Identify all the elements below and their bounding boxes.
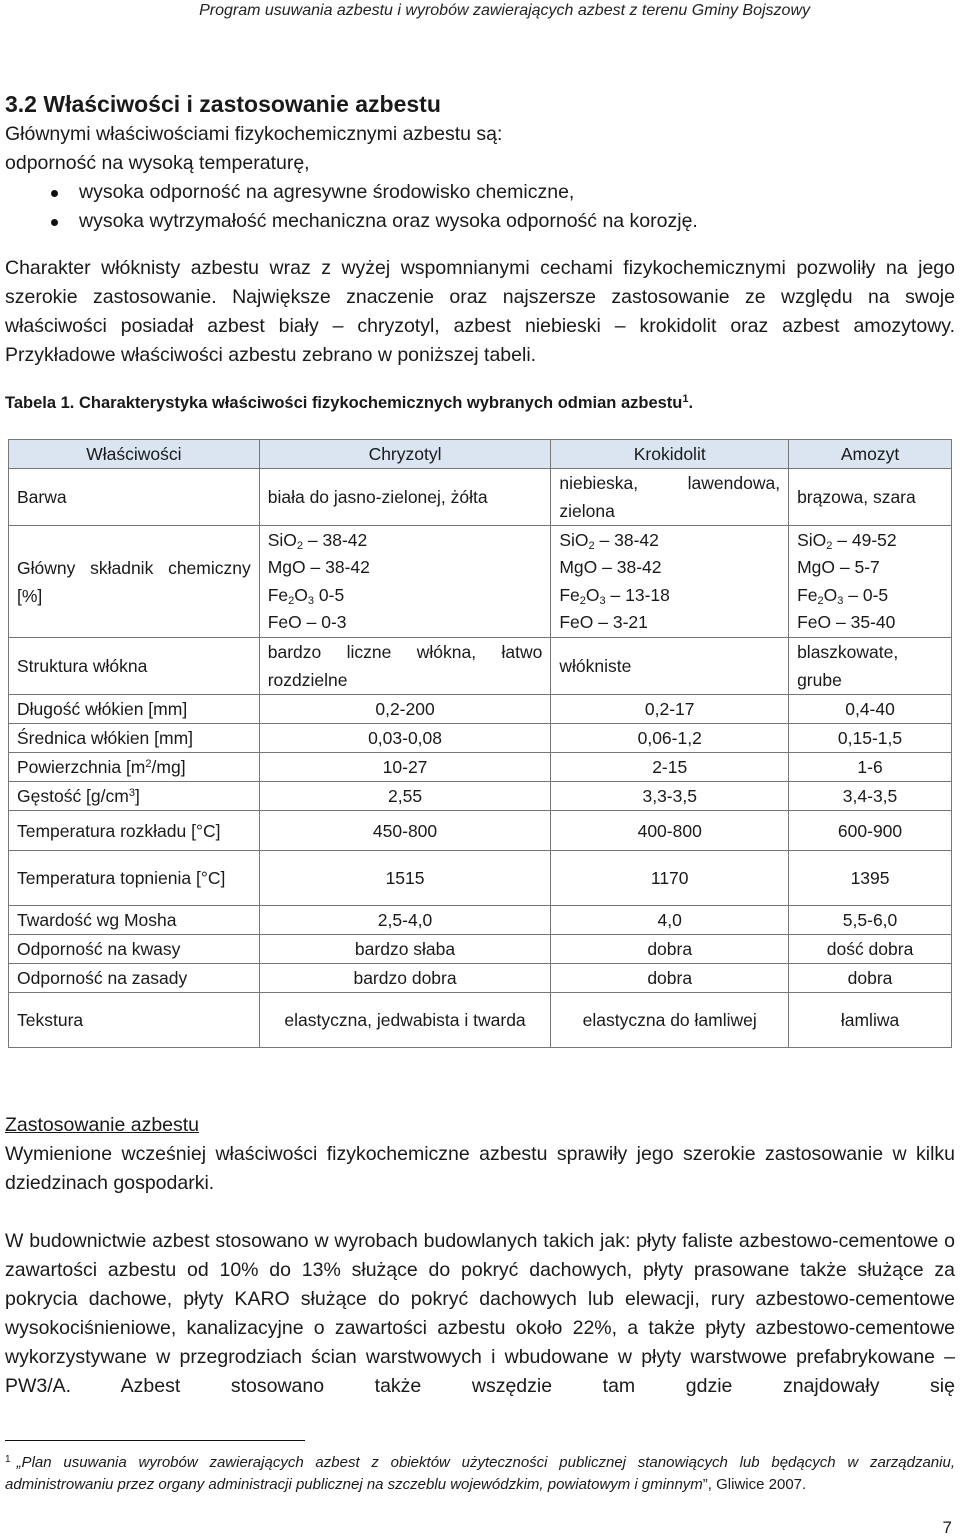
- header-cell: Amozyt: [789, 440, 952, 469]
- table-row: [9, 964, 952, 993]
- table-cell: bardzo liczne włókna, łatwo rozdzielne: [259, 638, 551, 695]
- formula-line: MgO – 38-42: [267, 557, 370, 577]
- table-row: [9, 993, 952, 1048]
- table-cell: 400-800: [551, 811, 789, 851]
- table-cell: dość dobra: [789, 935, 952, 964]
- formula-line: MgO – 38-42: [559, 557, 662, 577]
- usage-heading: Zastosowanie azbestu: [5, 1114, 200, 1136]
- table-cell: 0,06-1,2: [551, 724, 789, 753]
- row-label: Średnica włókien [mm]: [9, 724, 260, 753]
- header-cell: Właściwości: [9, 440, 260, 469]
- caption-period: .: [688, 394, 694, 412]
- formula-line: SiO$_2$ – 38-42: [559, 529, 659, 552]
- table-cell: łamliwa: [789, 993, 952, 1048]
- header-cell: Krokidolit: [551, 440, 789, 469]
- row-label: Długość włókien [mm]: [9, 695, 260, 724]
- row-label: Powierzchnia $[m^2/mg]$: [9, 753, 260, 782]
- properties-list: [5, 178, 955, 236]
- table-cell: bardzo dobra: [259, 964, 551, 993]
- table-cell: 5,5-6,0: [789, 906, 952, 935]
- row-label: Odporność na zasady: [9, 964, 260, 993]
- table-cell: bardzo słaba: [259, 935, 551, 964]
- table-cell: niebieska, lawendowa, zielona: [551, 469, 789, 526]
- table-cell: elastyczna, jedwabista i twarda: [259, 993, 551, 1048]
- table-caption-text: Tabela 1. Charakterystyka właściwości fizykochemicznych wybranych odmian azbestu: [5, 394, 683, 412]
- row-label: Gęstość $[g/cm^3]$: [9, 782, 260, 811]
- table-row: [9, 851, 952, 906]
- table-cell: 10-27: [259, 753, 551, 782]
- formula-line: FeO – 0-3: [267, 612, 347, 632]
- section-intro: [5, 88, 955, 414]
- table-row: [9, 906, 952, 935]
- table-cell: 2,55: [259, 782, 551, 811]
- row-label: Tekstura: [9, 993, 260, 1048]
- formula-line: MgO – 5-7: [797, 557, 880, 577]
- footnote-title: „Plan usuwania wyrobów zawierających azbest z obiektów użyteczności publicznej stanowiących lub będących w zarządzaniu, administrowaniu przez organy administracji publicznej na szczeblu wojewódzkim, powiatowym i gminnym: [5, 1454, 955, 1493]
- section-title: 3.2 Właściwości i zastosowanie azbestu: [5, 91, 441, 117]
- formula-line: $Fe_2O_3 - 13-18$: [559, 584, 670, 607]
- formula-line: $Fe_2O_3 - 0-5$: [797, 584, 889, 607]
- row-label: Główny składnik chemiczny [%]: [9, 526, 260, 638]
- list-item-text: wysoka odporność na agresywne środowisko chemiczne,: [79, 181, 575, 203]
- formula-line: SiO$_2$ – 49-52: [797, 529, 897, 552]
- footnote: [5, 1449, 955, 1496]
- table-cell: 450-800: [259, 811, 551, 851]
- table-cell: 3,3-3,5: [551, 782, 789, 811]
- table-cell: [551, 526, 789, 638]
- table-cell: blaszkowate, grube: [789, 638, 952, 695]
- usage-paragraph-1: Wymienione wcześniej właściwości fizykochemiczne azbestu sprawiły jego szerokie zastosowanie w kilku dziedzinach gospodarki.: [5, 1143, 955, 1194]
- row-label: Temperatura rozkładu [°C]: [9, 811, 260, 851]
- running-header: Program usuwania azbestu i wyrobów zawierających azbest z terenu Gminy Bojszowy: [199, 2, 810, 19]
- table-cell: brązowa, szara: [789, 469, 952, 526]
- table-cell: biała do jasno-zielonej, żółta: [259, 469, 551, 526]
- table-cell: 1515: [259, 851, 551, 906]
- row-label: Temperatura topnienia [°C]: [9, 851, 260, 906]
- table-cell: [789, 526, 952, 638]
- table-row: [9, 724, 952, 753]
- table-cell: 0,03-0,08: [259, 724, 551, 753]
- table-cell: 0,15-1,5: [789, 724, 952, 753]
- row-label: Struktura włókna: [9, 638, 260, 695]
- properties-table: [8, 439, 952, 1048]
- table-cell: 2-15: [551, 753, 789, 782]
- table-row: [9, 638, 952, 695]
- table-cell: dobra: [551, 964, 789, 993]
- page-number: 7: [942, 1518, 952, 1537]
- table-row: [9, 753, 952, 782]
- formula-line: FeO – 3-21: [559, 612, 648, 632]
- table-cell: 3,4-3,5: [789, 782, 952, 811]
- table-cell: włókniste: [551, 638, 789, 695]
- table-cell: 4,0: [551, 906, 789, 935]
- formula-line: SiO$_2$ – 38-42: [267, 529, 368, 552]
- row-label: Twardość wg Mosha: [9, 906, 260, 935]
- table-cell: 0,4-40: [789, 695, 952, 724]
- table-cell: 1395: [789, 851, 952, 906]
- footnote-source: ”, Gliwice 2007.: [702, 1476, 807, 1493]
- table-header-row: [9, 440, 952, 469]
- table-cell: 600-900: [789, 811, 952, 851]
- table-cell: 0,2-17: [551, 695, 789, 724]
- table-caption: [5, 392, 955, 414]
- table-cell: dobra: [789, 964, 952, 993]
- first-property: odporność na wysoką temperaturę,: [5, 152, 310, 174]
- intro-paragraph: Charakter włóknisty azbestu wraz z wyżej wspomnianymi cechami fizykochemicznymi pozwoliły na jego szerokie zastosowanie. Największe znaczenie oraz najszersze zastosowanie ze względu na swoje właściwości posiadał azbest biały – chryzotyl, azbest niebieski – krokidolit oraz azbest amozytowy. Przykładowe właściwości azbestu zebrano w poniższej tabeli.: [5, 257, 955, 366]
- bullet-icon: [51, 190, 58, 197]
- table-cell: elastyczna do łamliwej: [551, 993, 789, 1048]
- list-item-text: wysoka wytrzymałość mechaniczna oraz wysoka odporność na korozję.: [79, 210, 698, 232]
- list-item: [5, 207, 955, 236]
- table-row: [9, 695, 952, 724]
- table-row: [9, 782, 952, 811]
- formula-line: FeO – 35-40: [797, 612, 896, 632]
- list-item: [5, 178, 955, 207]
- footnote-number: 1: [5, 1454, 11, 1465]
- row-label: Barwa: [9, 469, 260, 526]
- usage-paragraph-2: W budownictwie azbest stosowano w wyrobach budowlanych takich jak: płyty faliste azbestowo-cementowe o zawartości azbestu od 10% do 13% służące do pokryć dachowych, płyty prasowane także służące za pokrycia dachowe, płyty KARO służące do pokryć dachowych lub elewacji, rury azbestowo-cementowe wysokociśnieniowe, kanalizacyjne o zawartości azbestu około 22%, a także płyty azbestowo-cementowe wykorzystywane w przegrodziach ścian warstwowych i wbudowane w płyty warstwowe prefabrykowane – PW3/A. Azbest stosowano także wszędzie tam gdzie znajdowały się: [5, 1230, 955, 1397]
- table-row: [9, 469, 952, 526]
- table-cell: 2,5-4,0: [259, 906, 551, 935]
- footnote-ref[interactable]: 1: [682, 393, 689, 405]
- table-cell: [259, 526, 551, 638]
- table-cell: 1170: [551, 851, 789, 906]
- header-cell: Chryzotyl: [259, 440, 551, 469]
- table-cell: 0,2-200: [259, 695, 551, 724]
- intro-line: Głównymi właściwościami fizykochemicznymi azbestu są:: [5, 123, 503, 145]
- section-usage: [5, 1111, 955, 1401]
- table-row: [9, 935, 952, 964]
- formula-line: $Fe_2O_3$ 0-5: [267, 584, 345, 607]
- bullet-icon: [51, 219, 58, 226]
- table-cell: 1-6: [789, 753, 952, 782]
- row-label: Odporność na kwasy: [9, 935, 260, 964]
- table-cell: dobra: [551, 935, 789, 964]
- table-row: [9, 811, 952, 851]
- footnote-separator: [5, 1440, 305, 1441]
- table-row: [9, 526, 952, 638]
